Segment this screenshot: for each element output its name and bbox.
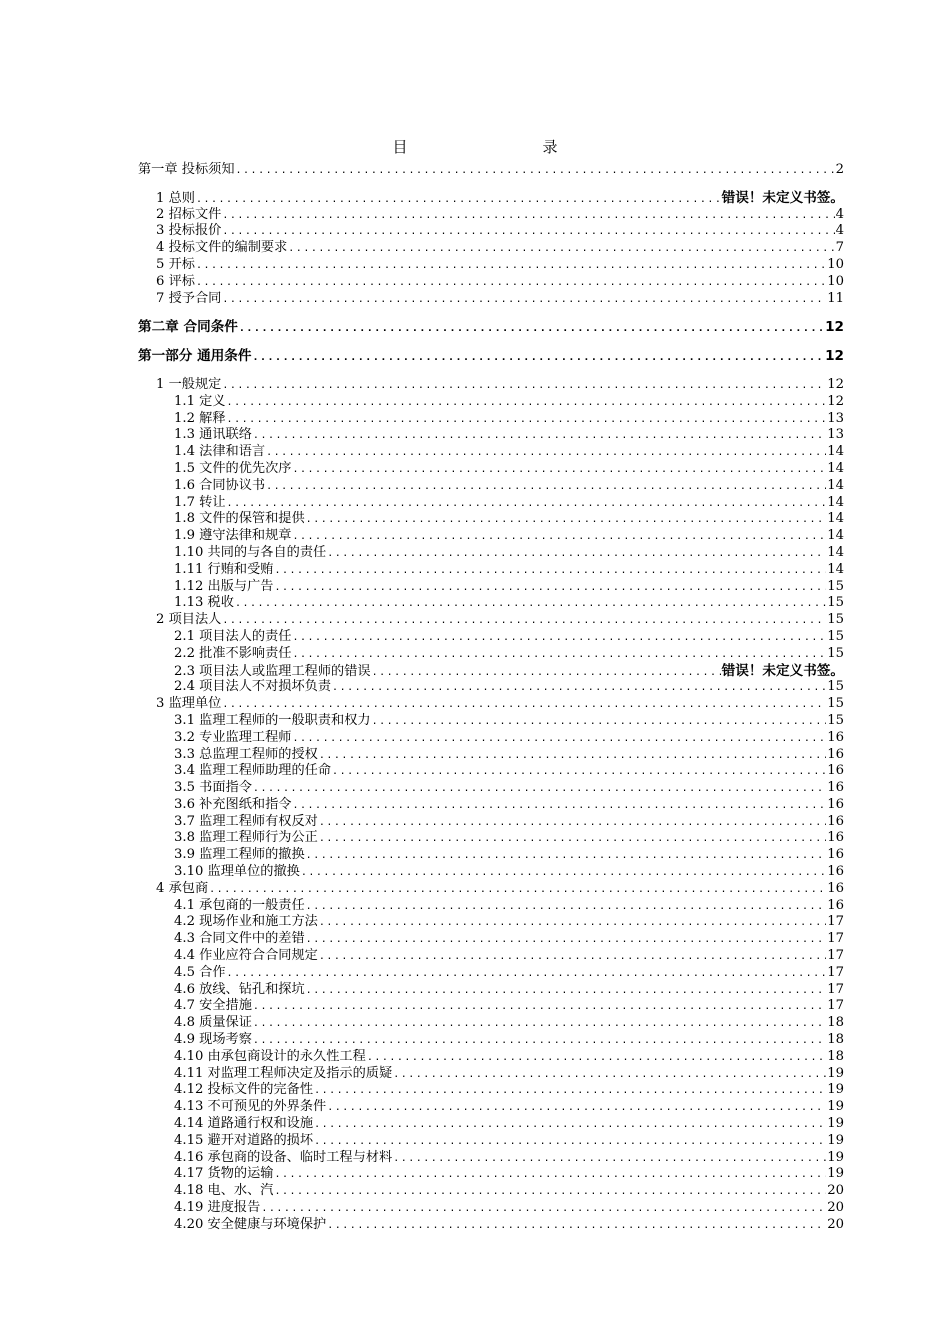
- toc-entry[interactable]: [138, 1217, 844, 1234]
- toc-entry-label: 4.2 现场作业和施工方法: [174, 914, 318, 930]
- toc-leader-dots: [372, 714, 827, 731]
- toc-entry-page: 12: [825, 319, 844, 336]
- toc-leader-dots: [253, 1016, 826, 1033]
- toc-entry-label: 3.4 监理工程师助理的任命: [174, 763, 332, 779]
- toc-entry-label: 7 授予合同: [156, 290, 222, 306]
- toc-entry[interactable]: [138, 528, 844, 545]
- toc-leader-dots: [227, 412, 827, 429]
- toc-entry-chapter-1[interactable]: [138, 162, 844, 179]
- toc-leader-dots: [314, 1117, 826, 1134]
- toc-leader-dots: [227, 496, 827, 513]
- toc-entry[interactable]: [138, 1133, 844, 1150]
- toc-entry-label: 1 总则: [156, 190, 195, 206]
- toc-entry[interactable]: [138, 931, 844, 948]
- toc-entry-label: 1.4 法律和语言: [174, 444, 266, 460]
- table-of-contents: [138, 162, 844, 1234]
- toc-entry-page: 14: [827, 494, 844, 510]
- toc-leader-dots: [319, 815, 826, 832]
- toc-entry-page: 19: [827, 1082, 844, 1098]
- toc-leader-dots: [236, 163, 835, 180]
- toc-entry[interactable]: [138, 663, 844, 680]
- toc-leader-dots: [275, 1184, 827, 1201]
- toc-entry[interactable]: [138, 730, 844, 747]
- toc-entry-label: 1.5 文件的优先次序: [174, 460, 292, 476]
- toc-entry-label: 4.11 对监理工程师决定及指示的质疑: [174, 1065, 393, 1081]
- toc-entry-page: 16: [827, 813, 844, 829]
- toc-entry[interactable]: [138, 1166, 844, 1183]
- toc-entry[interactable]: [138, 427, 844, 444]
- toc-leader-dots: [222, 613, 826, 630]
- toc-entry-label: 4.17 货物的运输: [174, 1166, 274, 1182]
- toc-entry-label: 5 开标: [156, 256, 195, 272]
- toc-entry-page: 14: [827, 528, 844, 544]
- toc-entry-page: 15: [827, 712, 844, 728]
- toc-leader-dots: [227, 966, 827, 983]
- toc-entry[interactable]: [138, 1150, 844, 1167]
- toc-entry[interactable]: [138, 713, 844, 730]
- toc-entry-label: 1.7 转让: [174, 494, 226, 510]
- toc-leader-dots: [288, 241, 834, 258]
- toc-entry-page: 10: [827, 273, 844, 289]
- toc-entry-label: 4.4 作业应符合合同规定: [174, 948, 318, 964]
- toc-entry-label: 4.19 进度报告: [174, 1200, 261, 1216]
- toc-entry-label: 4.10 由承包商设计的永久性工程: [174, 1048, 366, 1064]
- toc-entry[interactable]: [138, 847, 844, 864]
- toc-entry-label: 4 投标文件的编制要求: [156, 240, 288, 256]
- toc-leader-dots: [196, 258, 826, 275]
- toc-entry-label: 3.1 监理工程师的一般职责和权力: [174, 712, 371, 728]
- toc-leader-dots: [327, 546, 826, 563]
- toc-leader-dots: [332, 764, 826, 781]
- toc-entry[interactable]: [138, 291, 844, 308]
- toc-entry[interactable]: [138, 763, 844, 780]
- toc-entry-label: 1 一般规定: [156, 376, 222, 392]
- toc-leader-dots: [239, 321, 824, 338]
- toc-entry[interactable]: [138, 240, 844, 257]
- toc-leader-dots: [306, 932, 827, 949]
- toc-leader-dots: [253, 781, 826, 798]
- toc-entry-page: 16: [827, 780, 844, 796]
- toc-entry-label: 4.9 现场考察: [174, 1032, 252, 1048]
- toc-entry-page: 19: [827, 1149, 844, 1165]
- toc-entry-page: 17: [827, 931, 844, 947]
- toc-entry-label: 3.5 书面指令: [174, 780, 252, 796]
- toc-leader-dots: [306, 983, 827, 1000]
- toc-entry-page: 17: [827, 948, 844, 964]
- toc-leader-dots: [253, 428, 826, 445]
- toc-entry-page: 18: [827, 1032, 844, 1048]
- toc-entry-label: 3.7 监理工程师有权反对: [174, 813, 318, 829]
- toc-entry-label: 3.6 补充图纸和指令: [174, 796, 292, 812]
- toc-entry-page: 14: [827, 460, 844, 476]
- toc-entry[interactable]: [138, 965, 844, 982]
- toc-entry-page: 11: [827, 290, 844, 306]
- toc-leader-dots: [327, 1218, 826, 1235]
- toc-entry-label: 1.2 解释: [174, 410, 226, 426]
- toc-entry-label: 4.8 质量保证: [174, 1015, 252, 1031]
- toc-entry-page: 15: [827, 578, 844, 594]
- toc-entry-label: 4.6 放线、钻孔和探坑: [174, 981, 305, 997]
- toc-entry[interactable]: [138, 444, 844, 461]
- toc-entry[interactable]: [138, 545, 844, 562]
- toc-entry[interactable]: [138, 207, 844, 224]
- toc-entry[interactable]: [138, 747, 844, 764]
- toc-entry-page: 18: [827, 1048, 844, 1064]
- toc-error-message: 错误！未定义书签。: [721, 189, 844, 206]
- toc-entry-page: 14: [827, 561, 844, 577]
- toc-entry-label: 1.13 税收: [174, 595, 234, 611]
- toc-entry-page: 16: [827, 763, 844, 779]
- toc-entry-chapter-2[interactable]: [138, 319, 844, 336]
- toc-leader-dots: [332, 680, 826, 697]
- toc-leader-dots: [314, 1134, 826, 1151]
- toc-entry[interactable]: [138, 478, 844, 495]
- toc-entry-page: 14: [827, 444, 844, 460]
- toc-leader-dots: [253, 1033, 826, 1050]
- toc-entry-page: 20: [827, 1216, 844, 1232]
- toc-entry-page: 15: [827, 645, 844, 661]
- toc-leader-dots: [222, 697, 826, 714]
- toc-leader-dots: [314, 1083, 826, 1100]
- toc-entry-label: 4.7 安全措施: [174, 998, 252, 1014]
- toc-entry[interactable]: [138, 411, 844, 428]
- toc-entry[interactable]: [138, 511, 844, 528]
- toc-entry-label: 3.9 监理工程师的撤换: [174, 847, 305, 863]
- toc-entry-page: 16: [827, 796, 844, 812]
- toc-entry[interactable]: [138, 982, 844, 999]
- toc-entry-label: 1.3 通讯联络: [174, 427, 252, 443]
- toc-entry[interactable]: [138, 461, 844, 478]
- toc-entry-label: 第一部分 通用条件: [138, 348, 252, 365]
- toc-entry-page: 16: [827, 746, 844, 762]
- part-1-entries: [138, 377, 844, 1234]
- toc-entry-page: 19: [827, 1065, 844, 1081]
- toc-entry-page: 12: [827, 393, 844, 409]
- toc-leader-dots: [227, 395, 827, 412]
- toc-entry-label: 6 评标: [156, 273, 195, 289]
- toc-entry-page: 20: [827, 1200, 844, 1216]
- toc-entry-label: 2 招标文件: [156, 206, 222, 222]
- toc-entry-page: 18: [827, 1015, 844, 1031]
- toc-entry-page: 17: [827, 998, 844, 1014]
- toc-entry-page: 17: [827, 964, 844, 980]
- toc-entry-label: 1.12 出版与广告: [174, 578, 274, 594]
- toc-entry-page: 10: [827, 256, 844, 272]
- toc-entry[interactable]: [138, 881, 844, 898]
- toc-entry-label: 3 监理单位: [156, 696, 222, 712]
- toc-leader-dots: [301, 865, 826, 882]
- toc-entry-label: 2.4 项目法人不对损坏负责: [174, 679, 332, 695]
- toc-entry[interactable]: [138, 612, 844, 629]
- toc-entry[interactable]: [138, 394, 844, 411]
- toc-leader-dots: [275, 1167, 827, 1184]
- toc-entry-label: 1.1 定义: [174, 393, 226, 409]
- toc-entry-label: 2.1 项目法人的责任: [174, 628, 292, 644]
- toc-entry-page: 17: [827, 981, 844, 997]
- toc-leader-dots: [367, 1050, 826, 1067]
- toc-entry[interactable]: [138, 377, 844, 394]
- toc-leader-dots: [319, 949, 826, 966]
- toc-entry[interactable]: [138, 629, 844, 646]
- toc-entry-page: 12: [825, 348, 844, 365]
- toc-leader-dots: [275, 580, 827, 597]
- toc-entry[interactable]: [138, 257, 844, 274]
- toc-leader-dots: [253, 999, 826, 1016]
- toc-title: 目 录: [392, 138, 618, 156]
- spacer: [138, 307, 844, 319]
- toc-entry[interactable]: [138, 595, 844, 612]
- toc-entry-label: 1.9 遵守法律和规章: [174, 528, 292, 544]
- toc-entry[interactable]: [138, 1099, 844, 1116]
- toc-leader-dots: [292, 798, 826, 815]
- toc-entry-page: 20: [827, 1183, 844, 1199]
- toc-entry[interactable]: [138, 914, 844, 931]
- toc-entry-label: 3.3 总监理工程师的授权: [174, 746, 318, 762]
- toc-leader-dots: [266, 479, 826, 496]
- toc-leader-dots: [319, 831, 826, 848]
- chapter-1-entries: [138, 190, 844, 308]
- toc-entry-label: 4.20 安全健康与环境保护: [174, 1216, 327, 1232]
- toc-entry-label: 3.2 专业监理工程师: [174, 729, 292, 745]
- toc-entry-label: 4.1 承包商的一般责任: [174, 897, 305, 913]
- toc-entry-page: 16: [827, 847, 844, 863]
- toc-entry-label: 3.10 监理单位的撤换: [174, 864, 300, 880]
- toc-entry[interactable]: [138, 1183, 844, 1200]
- toc-entry[interactable]: [138, 864, 844, 881]
- toc-entry-label: 1.10 共同的与各自的责任: [174, 544, 327, 560]
- toc-leader-dots: [222, 292, 826, 309]
- toc-entry-page: 19: [827, 1116, 844, 1132]
- toc-entry[interactable]: [138, 1066, 844, 1083]
- toc-entry[interactable]: [138, 646, 844, 663]
- toc-leader-dots: [292, 647, 826, 664]
- toc-entry-label: 4.13 不可预见的外界条件: [174, 1099, 327, 1115]
- toc-entry-label: 第二章 合同条件: [138, 319, 238, 336]
- toc-entry[interactable]: [138, 696, 844, 713]
- toc-entry-page: 16: [827, 830, 844, 846]
- toc-entry-label: 1.6 合同协议书: [174, 477, 266, 493]
- toc-entry-page: 19: [827, 1099, 844, 1115]
- toc-entry-page: 12: [827, 376, 844, 392]
- spacer: [138, 179, 844, 190]
- toc-entry-page: 17: [827, 914, 844, 930]
- toc-leader-dots: [292, 731, 826, 748]
- toc-entry-page: 16: [827, 864, 844, 880]
- toc-error-message: 错误！未定义书签。: [721, 662, 844, 679]
- toc-entry[interactable]: [138, 1200, 844, 1217]
- toc-entry-page: 7: [835, 240, 844, 256]
- toc-entry-page: 15: [827, 628, 844, 644]
- toc-entry[interactable]: [138, 814, 844, 831]
- toc-leader-dots: [209, 882, 826, 899]
- toc-entry-label: 2.2 批准不影响责任: [174, 645, 292, 661]
- toc-entry[interactable]: [138, 562, 844, 579]
- toc-entry-label: 4 承包商: [156, 880, 209, 896]
- toc-entry[interactable]: [138, 579, 844, 596]
- toc-leader-dots: [306, 899, 827, 916]
- toc-leader-dots: [327, 1100, 826, 1117]
- toc-leader-dots: [222, 378, 826, 395]
- toc-entry[interactable]: [138, 495, 844, 512]
- toc-entry[interactable]: [138, 190, 844, 207]
- toc-entry[interactable]: [138, 830, 844, 847]
- toc-leader-dots: [266, 445, 826, 462]
- toc-entry-page: 4: [835, 206, 844, 222]
- toc-leader-dots: [306, 512, 827, 529]
- toc-entry[interactable]: [138, 274, 844, 291]
- toc-entry-label: 3.8 监理工程师行为公正: [174, 830, 318, 846]
- toc-entry[interactable]: [138, 1015, 844, 1032]
- toc-entry-label: 1.8 文件的保管和提供: [174, 511, 305, 527]
- toc-entry-page: 14: [827, 511, 844, 527]
- toc-leader-dots: [222, 208, 834, 225]
- toc-entry-label: 4.12 投标文件的完备性: [174, 1082, 314, 1098]
- toc-leader-dots: [196, 275, 826, 292]
- toc-leader-dots: [235, 596, 826, 613]
- toc-entry[interactable]: [138, 1116, 844, 1133]
- toc-entry-page: 13: [827, 427, 844, 443]
- toc-entry-label: 4.3 合同文件中的差错: [174, 931, 305, 947]
- toc-entry[interactable]: [138, 1082, 844, 1099]
- toc-entry-page: 15: [827, 679, 844, 695]
- toc-entry-page: 2: [835, 162, 844, 177]
- toc-entry-page: 19: [827, 1132, 844, 1148]
- toc-entry-page: 16: [827, 897, 844, 913]
- toc-entry-label: 4.15 避开对道路的损坏: [174, 1132, 314, 1148]
- toc-leader-dots: [292, 529, 826, 546]
- toc-entry-label: 2.3 项目法人或监理工程师的错误: [174, 663, 371, 679]
- toc-leader-dots: [222, 224, 834, 241]
- toc-entry-label: 4.5 合作: [174, 964, 226, 980]
- toc-leader-dots: [393, 1067, 826, 1084]
- toc-entry-page: 4: [835, 223, 844, 239]
- toc-entry-page: 16: [827, 729, 844, 745]
- toc-entry[interactable]: [138, 1049, 844, 1066]
- toc-leader-dots: [252, 350, 824, 367]
- toc-leader-dots: [292, 462, 826, 479]
- toc-entry-page: 13: [827, 410, 844, 426]
- toc-entry-page: 15: [827, 696, 844, 712]
- toc-leader-dots: [393, 1151, 826, 1168]
- toc-entry[interactable]: [138, 223, 844, 240]
- toc-entry-page: 19: [827, 1166, 844, 1182]
- toc-entry-label: 第一章 投标须知: [138, 162, 235, 177]
- toc-leader-dots: [292, 630, 826, 647]
- toc-entry-page: 15: [827, 595, 844, 611]
- toc-entry-label: 4.14 道路通行权和设施: [174, 1116, 314, 1132]
- toc-entry-label: 4.18 电、水、汽: [174, 1183, 274, 1199]
- toc-leader-dots: [306, 848, 827, 865]
- toc-entry-page: 15: [827, 612, 844, 628]
- toc-entry-label: 4.16 承包商的设备、临时工程与材料: [174, 1149, 393, 1165]
- toc-leader-dots: [275, 563, 827, 580]
- toc-entry-label: 1.11 行贿和受贿: [174, 561, 274, 577]
- toc-entry-label: 2 项目法人: [156, 612, 222, 628]
- toc-entry-part-1[interactable]: [138, 348, 844, 365]
- toc-entry[interactable]: [138, 998, 844, 1015]
- toc-entry-page: 14: [827, 477, 844, 493]
- toc-leader-dots: [261, 1201, 826, 1218]
- toc-entry[interactable]: [138, 679, 844, 696]
- toc-entry[interactable]: [138, 797, 844, 814]
- toc-entry[interactable]: [138, 948, 844, 965]
- toc-entry-label: 3 投标报价: [156, 223, 222, 239]
- toc-entry[interactable]: [138, 780, 844, 797]
- toc-entry-page: 16: [827, 880, 844, 896]
- toc-entry[interactable]: [138, 898, 844, 915]
- toc-leader-dots: [319, 915, 826, 932]
- toc-entry[interactable]: [138, 1032, 844, 1049]
- toc-entry-page: 14: [827, 544, 844, 560]
- toc-leader-dots: [319, 748, 826, 765]
